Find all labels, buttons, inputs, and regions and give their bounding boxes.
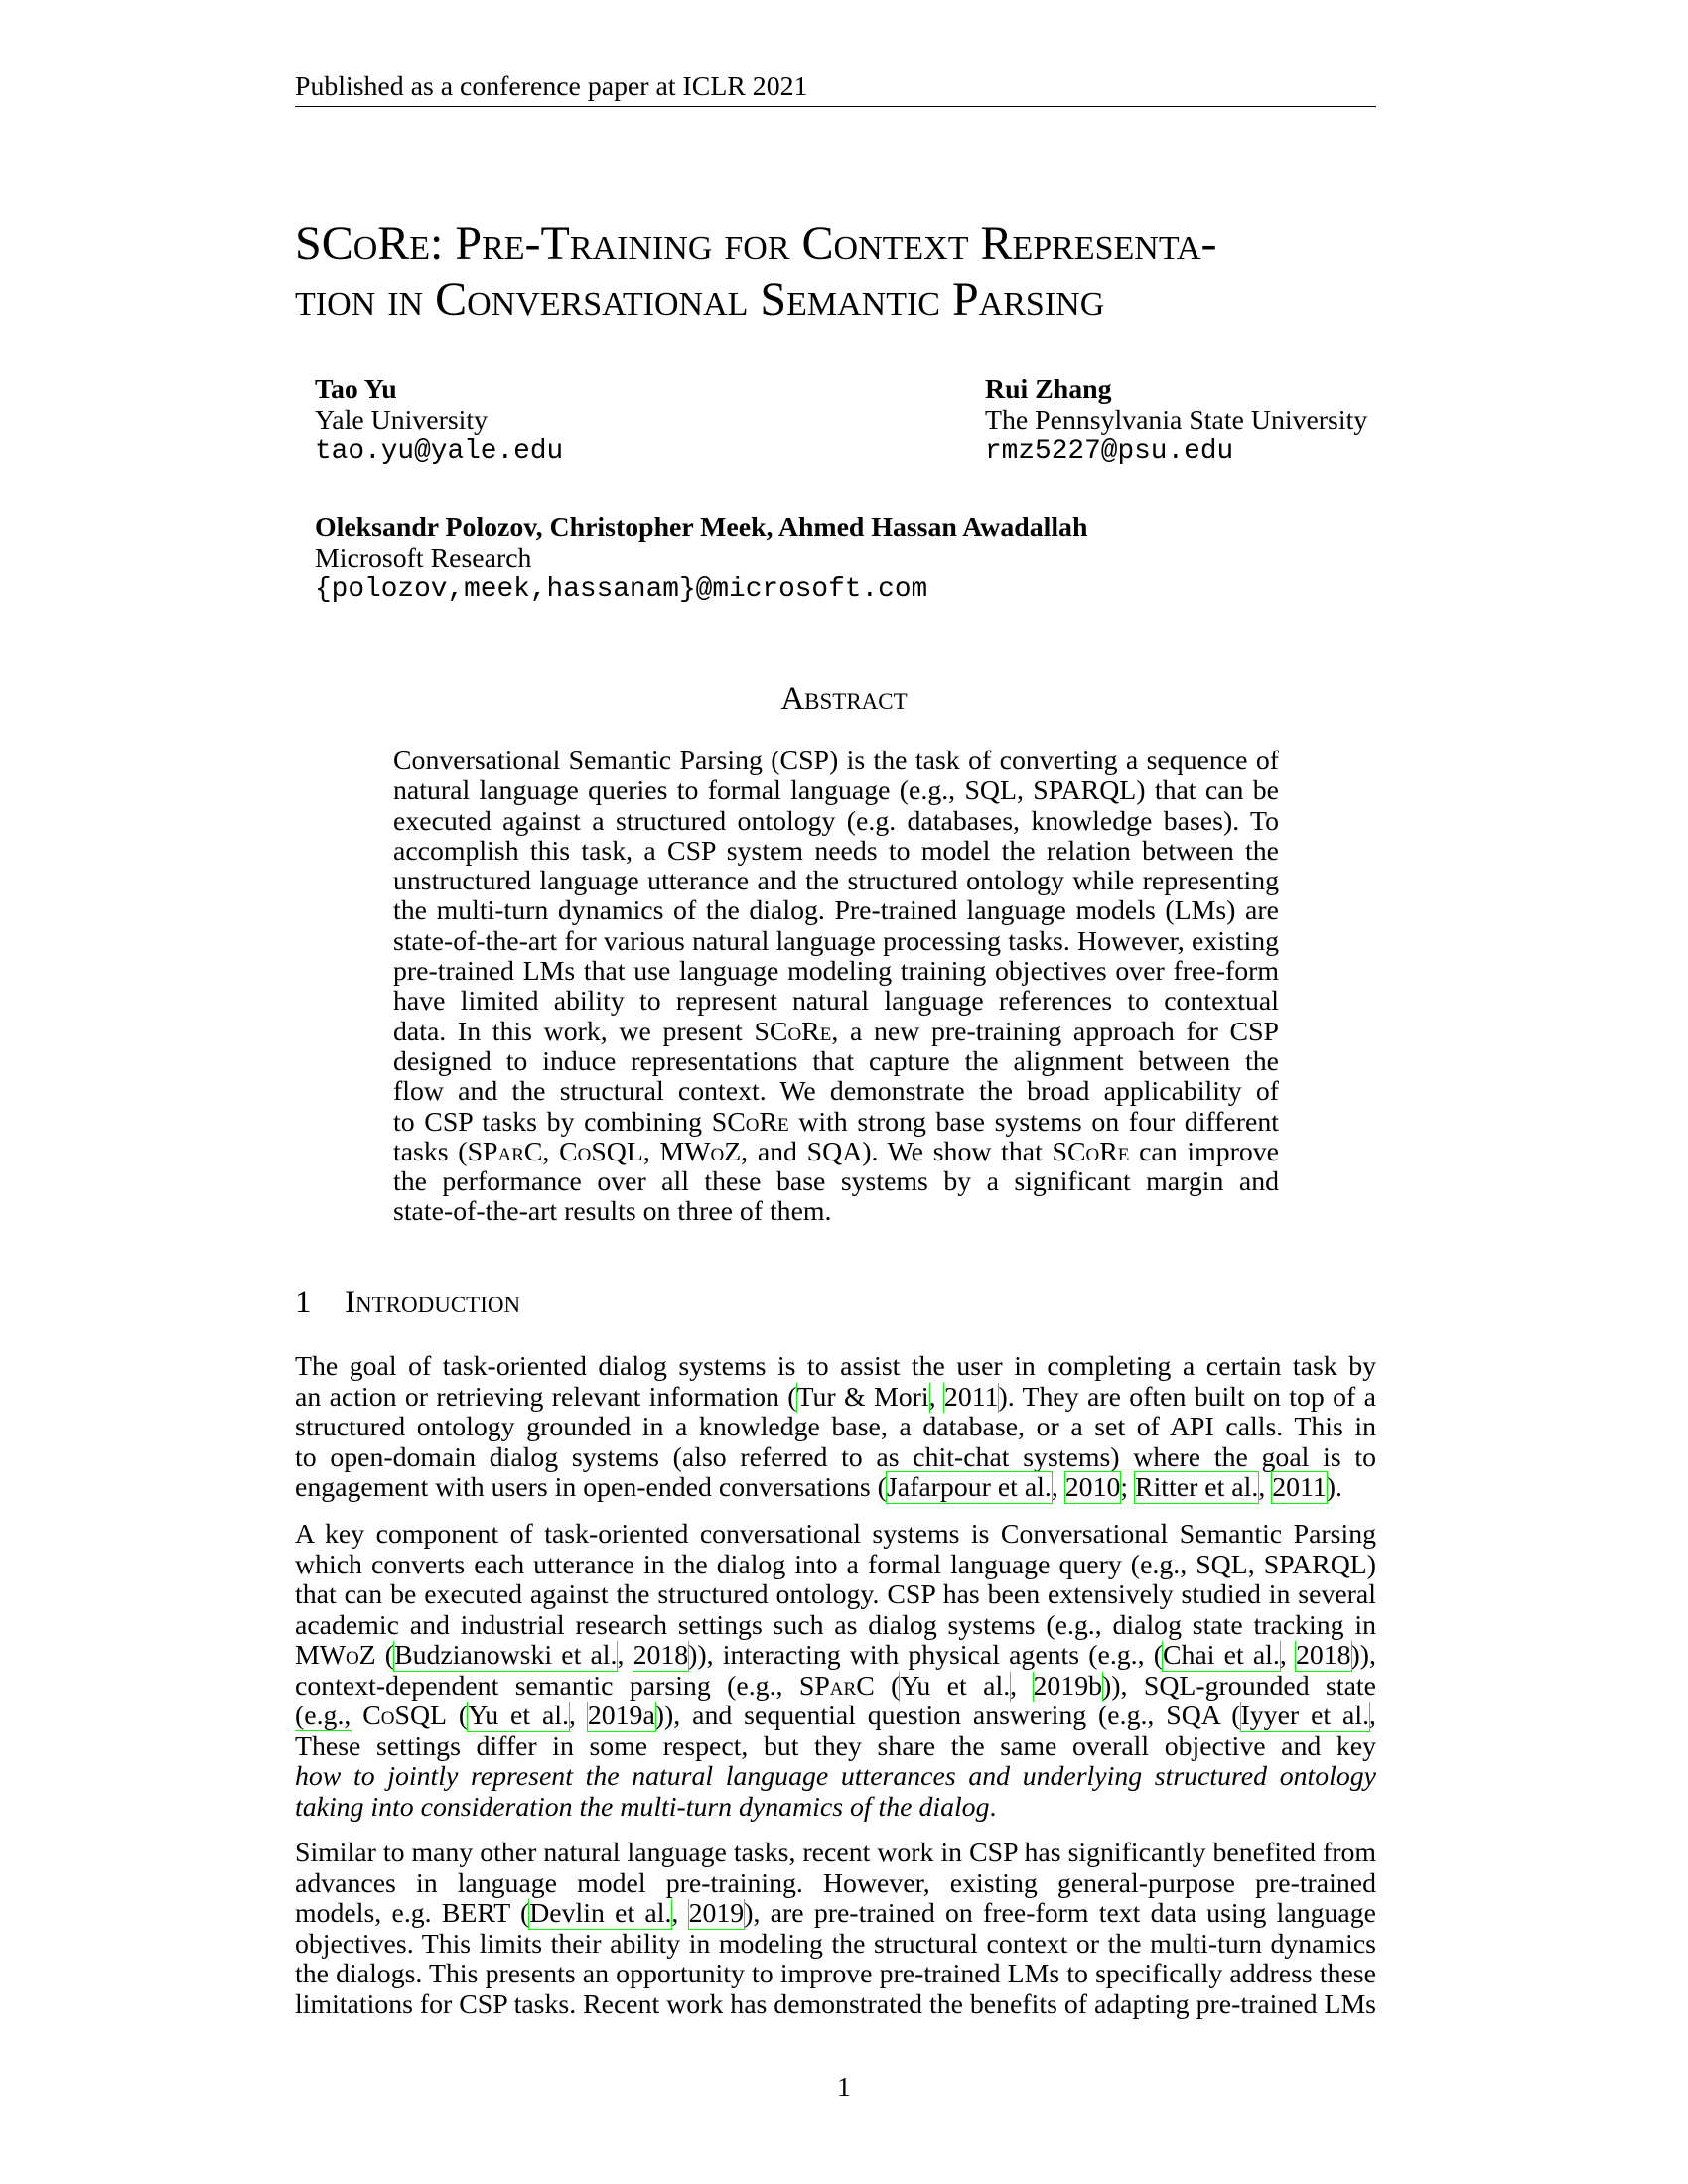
- citation-link[interactable]: Tur & Mori: [796, 1382, 929, 1413]
- section-number: 1: [295, 1285, 312, 1320]
- text-run: , and SQA). We show that: [741, 1137, 1053, 1167]
- text-run: an action or retrieving relevant information (: [295, 1382, 797, 1413]
- running-header: Published as a conference paper at ICLR 2021: [295, 71, 808, 102]
- text-line: [295, 1672, 1376, 1703]
- author-email: rmz5227@psu.edu: [985, 436, 1234, 467]
- text-line: [295, 1899, 1376, 1930]
- text-run: objectives. This limits their ability in modeling the structural context or the multi-turn dynamics: [295, 1929, 1376, 1960]
- author-email: tao.yu@yale.edu: [315, 436, 564, 467]
- author-name: Oleksandr Polozov, Christopher Meek, Ahmed Hassan Awadallah: [315, 512, 1088, 543]
- text-line: [295, 1732, 1376, 1763]
- text-line: [393, 1167, 1279, 1197]
- text-run: A key component of task-oriented conversational systems is Conversational Semantic Parsing: [295, 1520, 1376, 1550]
- text-run: ,: [1369, 1702, 1376, 1731]
- text-line: [295, 1702, 1376, 1732]
- text-line: [393, 1197, 1279, 1227]
- citation-link[interactable]: 2018: [1295, 1641, 1351, 1671]
- citation-link[interactable]: Yu et al.: [468, 1702, 569, 1731]
- text-line: [295, 1762, 1376, 1793]
- small-caps-term: SParC: [798, 1671, 875, 1702]
- citation-link[interactable]: Chai et al.: [1162, 1641, 1280, 1671]
- title-line: tion in Conversational Semantic Parsing: [295, 273, 1105, 326]
- text-line: [295, 1793, 1376, 1824]
- citation-link[interactable]: 2019b: [1033, 1671, 1103, 1702]
- text-line: [393, 776, 1279, 806]
- abstract-body: [393, 747, 1279, 1228]
- text-run: have limited ability to represent natural language references to contextual: [393, 987, 1279, 1018]
- text-run: The goal of task-oriented dialog systems is to assist the user in completing a certain task by: [295, 1352, 1376, 1382]
- text-run: designed to induce representations that capture the alignment between the: [393, 1046, 1279, 1077]
- text-run: the performance over all these base systems by a significant margin and: [393, 1167, 1279, 1198]
- text-line: [295, 1580, 1376, 1611]
- author-block: [315, 512, 1087, 605]
- small-caps-term: SParC: [467, 1137, 543, 1167]
- text-line: [295, 1473, 1376, 1504]
- text-run: .: [989, 1791, 997, 1823]
- text-run: )), SQL-grounded state: [1102, 1671, 1376, 1702]
- text-line: [393, 1047, 1279, 1077]
- text-run: These settings differ in some respect, but they share the same overall objective and key: [295, 1731, 1376, 1762]
- section-title: Introduction: [345, 1285, 521, 1320]
- text-run: ), are pre-trained on free-form text data using language: [744, 1899, 1376, 1929]
- intro-paragraph: [295, 1839, 1376, 2020]
- text-line: [295, 1443, 1376, 1474]
- italic-text: taking into consideration the multi-turn dynamics of the dialog: [295, 1791, 990, 1823]
- text-run: (: [874, 1671, 901, 1702]
- text-run: (: [447, 1702, 469, 1731]
- text-run: context-dependent semantic parsing (e.g.,: [295, 1671, 799, 1702]
- citation-link[interactable]: Iyyer et al.: [1240, 1702, 1370, 1731]
- text-run: Conversational Semantic Parsing (CSP) is the task of converting a sequence of: [393, 747, 1279, 776]
- text-run: academic and industrial research settings such as dialog systems (e.g., dialog state tracking in: [295, 1610, 1376, 1641]
- intro-paragraph: [295, 1352, 1376, 1504]
- text-run: ,: [542, 1137, 560, 1167]
- text-run: ,: [617, 1641, 633, 1671]
- text-run: , a new pre-training approach for CSP: [831, 1017, 1279, 1047]
- text-line: [295, 1520, 1376, 1551]
- text-line: [295, 1641, 1376, 1672]
- text-run: to open-domain dialog systems (also referred to as chit-chat systems) where the goal is to: [295, 1442, 1376, 1473]
- text-line: [393, 927, 1279, 957]
- text-run: )), and sequential question answering (e.g., SQA (: [654, 1702, 1241, 1731]
- text-run: (e.g.,: [295, 1702, 363, 1731]
- text-run: ,: [671, 1899, 689, 1929]
- text-line: [295, 1352, 1376, 1383]
- text-line: [393, 1108, 1279, 1138]
- text-run: flow and the structural context. We demonstrate the broad applicability of: [393, 1077, 1279, 1108]
- abstract-paragraph: [393, 747, 1279, 1228]
- citation-link[interactable]: Jafarpour et al.: [886, 1472, 1052, 1503]
- text-run: ;: [1120, 1472, 1136, 1503]
- author-name: Tao Yu: [315, 374, 397, 405]
- small-caps-term: SCoRe: [1052, 1137, 1130, 1167]
- citation-link[interactable]: 2019: [688, 1899, 745, 1929]
- text-run: ).: [1326, 1472, 1343, 1503]
- text-run: Similar to many other natural language tasks, recent work in CSP has significantly benefited from: [295, 1839, 1376, 1868]
- text-line: [393, 957, 1279, 987]
- text-run: to CSP tasks by combining: [393, 1107, 712, 1138]
- text-run: structured ontology grounded in a knowledge base, a database, or a set of API calls. This in: [295, 1413, 1376, 1442]
- text-run: with strong base systems on four different: [788, 1107, 1279, 1138]
- text-line: [295, 1551, 1376, 1581]
- author-affiliation: Yale University: [315, 405, 488, 436]
- text-run: state-of-the-art results on three of them.: [393, 1196, 832, 1228]
- text-run: unstructured language utterance and the structured ontology while representing: [393, 867, 1279, 897]
- text-run: the multi-turn dynamics of the dialog. Pre-trained language models (LMs) are: [393, 896, 1279, 927]
- text-line: [393, 1018, 1279, 1047]
- small-caps-term: CoSQL: [559, 1137, 643, 1167]
- text-run: ,: [1279, 1641, 1296, 1671]
- author-block: [985, 374, 1367, 467]
- section-heading-introduction: [295, 1285, 520, 1320]
- abstract-heading: Abstract: [780, 681, 908, 717]
- paper-title: [295, 216, 1387, 328]
- text-line: [295, 1960, 1376, 1990]
- text-line: [295, 1930, 1376, 1961]
- text-run: advances in language model pre-training. However, existing general-purpose pre-trained: [295, 1868, 1376, 1899]
- citation-link[interactable]: Yu et al.: [900, 1671, 1011, 1702]
- text-run: (: [375, 1641, 395, 1671]
- citation-link[interactable]: 2011: [1272, 1472, 1327, 1503]
- citation-link[interactable]: Devlin et al.: [529, 1899, 672, 1929]
- text-run: natural language queries to formal language (e.g., SQL, SPARQL) that can be: [393, 776, 1279, 807]
- text-run: which converts each utterance in the dialog into a formal language query (e.g., SQL, SPARQL): [295, 1550, 1376, 1580]
- author-email: {polozov,meek,hassanam}@microsoft.com: [315, 574, 928, 605]
- text-run: ,: [1258, 1472, 1273, 1503]
- text-run: accomplish this task, a CSP system needs to model the relation between the: [393, 836, 1279, 867]
- small-caps-term: MWoZ: [659, 1137, 742, 1167]
- text-run: ,: [1010, 1671, 1034, 1702]
- author-affiliation: The Pennsylvania State University: [985, 405, 1368, 436]
- text-run: ). They are often built on top of a: [998, 1382, 1376, 1413]
- text-run: pre-trained LMs that use language modeling training objectives over free-form: [393, 957, 1279, 988]
- text-run: models, e.g. BERT (: [295, 1899, 530, 1929]
- citation-link[interactable]: Budzianowski et al.: [394, 1641, 618, 1671]
- text-run: state-of-the-art for various natural language processing tasks. However, existing: [393, 926, 1279, 957]
- author-affiliation: Microsoft Research: [315, 543, 532, 574]
- citation-link[interactable]: 2011: [943, 1382, 999, 1413]
- text-run: ,: [568, 1702, 588, 1731]
- small-caps-term: SCoRe: [711, 1107, 789, 1138]
- text-line: [393, 1077, 1279, 1107]
- text-line: [393, 987, 1279, 1017]
- citation-link[interactable]: 2018: [633, 1641, 689, 1671]
- text-line: [393, 747, 1279, 776]
- text-run: ,: [928, 1382, 944, 1413]
- text-run: ,: [1051, 1472, 1065, 1503]
- text-line: [393, 837, 1279, 867]
- text-run: ,: [642, 1137, 660, 1167]
- text-run: )),: [1350, 1641, 1376, 1671]
- text-line: [295, 1869, 1376, 1900]
- text-line: [393, 1138, 1279, 1167]
- small-caps-term: SCoRe: [754, 1017, 832, 1047]
- citation-link[interactable]: 2010: [1064, 1472, 1121, 1503]
- text-run: data. In this work, we present: [393, 1017, 755, 1047]
- text-run: executed against a structured ontology (e.g. databases, knowledge bases). To: [393, 806, 1279, 837]
- small-caps-term: CoSQL: [362, 1702, 448, 1731]
- author-block: [315, 374, 563, 467]
- text-line: [295, 1839, 1376, 1869]
- text-run: limitations for CSP tasks. Recent work has demonstrated the benefits of adapting pre-trained LMs: [295, 1989, 1376, 2020]
- italic-text: how to jointly represent the natural language utterances and underlying structured ontology: [295, 1762, 1376, 1792]
- text-line: [393, 867, 1279, 896]
- header-rule: [295, 106, 1376, 107]
- text-run: the dialogs. This presents an opportunity to improve pre-trained LMs to specifically address these: [295, 1960, 1376, 1989]
- text-line: [295, 1383, 1376, 1414]
- citation-link[interactable]: 2019a: [587, 1702, 655, 1731]
- text-line: [393, 896, 1279, 926]
- text-run: )), interacting with physical agents (e.g., (: [688, 1641, 1163, 1671]
- text-line: [295, 1990, 1376, 2021]
- text-line: [393, 807, 1279, 837]
- title-line: SCoRe: Pre-Training for Context Representa-: [295, 217, 1217, 270]
- citation-link[interactable]: Ritter et al.: [1135, 1472, 1259, 1503]
- text-run: that can be executed against the structured ontology. CSP has been extensively studied in several: [295, 1580, 1376, 1610]
- text-run: can improve: [1129, 1137, 1279, 1167]
- page-number: 1: [837, 2072, 851, 2103]
- text-run: tasks (: [393, 1137, 468, 1167]
- intro-paragraph: [295, 1520, 1376, 1823]
- text-line: [295, 1611, 1376, 1642]
- author-name: Rui Zhang: [985, 374, 1112, 405]
- small-caps-term: MWoZ: [295, 1641, 376, 1671]
- text-line: [295, 1413, 1376, 1443]
- text-run: engagement with users in open-ended conversations (: [295, 1472, 887, 1503]
